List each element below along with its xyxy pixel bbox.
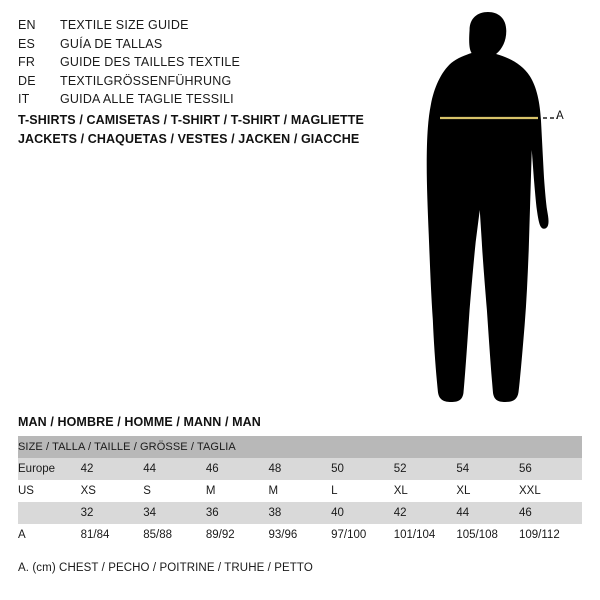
size-table-section [18,415,582,574]
cell: 52 [394,458,457,480]
figure-illustration [395,10,595,405]
language-row [18,35,378,54]
table-row [18,524,582,546]
cell: 48 [269,458,332,480]
cell: S [143,480,206,502]
cell: XXL [519,480,582,502]
language-text: TEXTILE SIZE GUIDE [60,18,189,32]
language-row [18,72,378,91]
language-row [18,90,378,109]
size-table [18,436,582,546]
cell: 101/104 [394,524,457,546]
row-label: US [18,480,81,502]
cell: 42 [81,458,144,480]
cell: 50 [331,458,394,480]
cell: 36 [206,502,269,524]
language-text: GUIDA ALLE TAGLIE TESSILI [60,92,234,107]
table-row [18,480,582,502]
cell: 32 [81,502,144,524]
table-footnote: A. (cm) CHEST / PECHO / POITRINE / TRUHE / PETTO [18,562,313,574]
cell: XL [394,480,457,502]
cell: 105/108 [456,524,519,546]
language-row [18,16,378,35]
language-list [18,16,378,109]
cell: 56 [519,458,582,480]
cell: 44 [143,458,206,480]
cell: 85/88 [143,524,206,546]
language-text: GUIDE DES TAILLES TEXTILE [60,55,241,70]
cell: 42 [394,502,457,524]
cell: 97/100 [331,524,394,546]
language-code: FR [18,55,36,70]
cell: 81/84 [81,524,144,546]
cell: 40 [331,502,394,524]
cell: 54 [456,458,519,480]
cell: 89/92 [206,524,269,546]
cell: 93/96 [269,524,332,546]
cell: 46 [519,502,582,524]
cell: M [206,480,269,502]
cell: 109/112 [519,524,582,546]
language-code: IT [18,92,30,107]
cell: 46 [206,458,269,480]
language-code: DE [18,73,36,88]
row-label: Europe [18,458,81,480]
cell: XL [456,480,519,502]
cell: 44 [456,502,519,524]
cell: 38 [269,502,332,524]
table-title: MAN / HOMBRE / HOMME / MANN / MAN [18,415,261,429]
language-text: TEXTILGRÖSSENFÜHRUNG [60,73,232,88]
cell: L [331,480,394,502]
language-row [18,53,378,72]
table-row [18,458,582,480]
cell: M [269,480,332,502]
cell: XS [81,480,144,502]
table-row [18,502,582,524]
male-silhouette-icon [395,10,595,405]
table-header-label: SIZE / TALLA / TAILLE / GRÖSSE / TAGLIA [18,436,582,458]
category-tshirts: T-SHIRTS / CAMISETAS / T-SHIRT / T-SHIRT / MAGLIETTE [18,113,364,127]
cell: 34 [143,502,206,524]
language-code: ES [18,36,36,51]
language-code: EN [18,18,36,32]
table-header-row [18,436,582,458]
category-list [18,111,438,149]
row-label [18,502,81,524]
row-label: A [18,524,81,546]
language-text: GUÍA DE TALLAS [60,36,163,51]
measure-point-label: A [556,110,565,122]
category-jackets: JACKETS / CHAQUETAS / VESTES / JACKEN / GIACCHE [18,132,360,146]
